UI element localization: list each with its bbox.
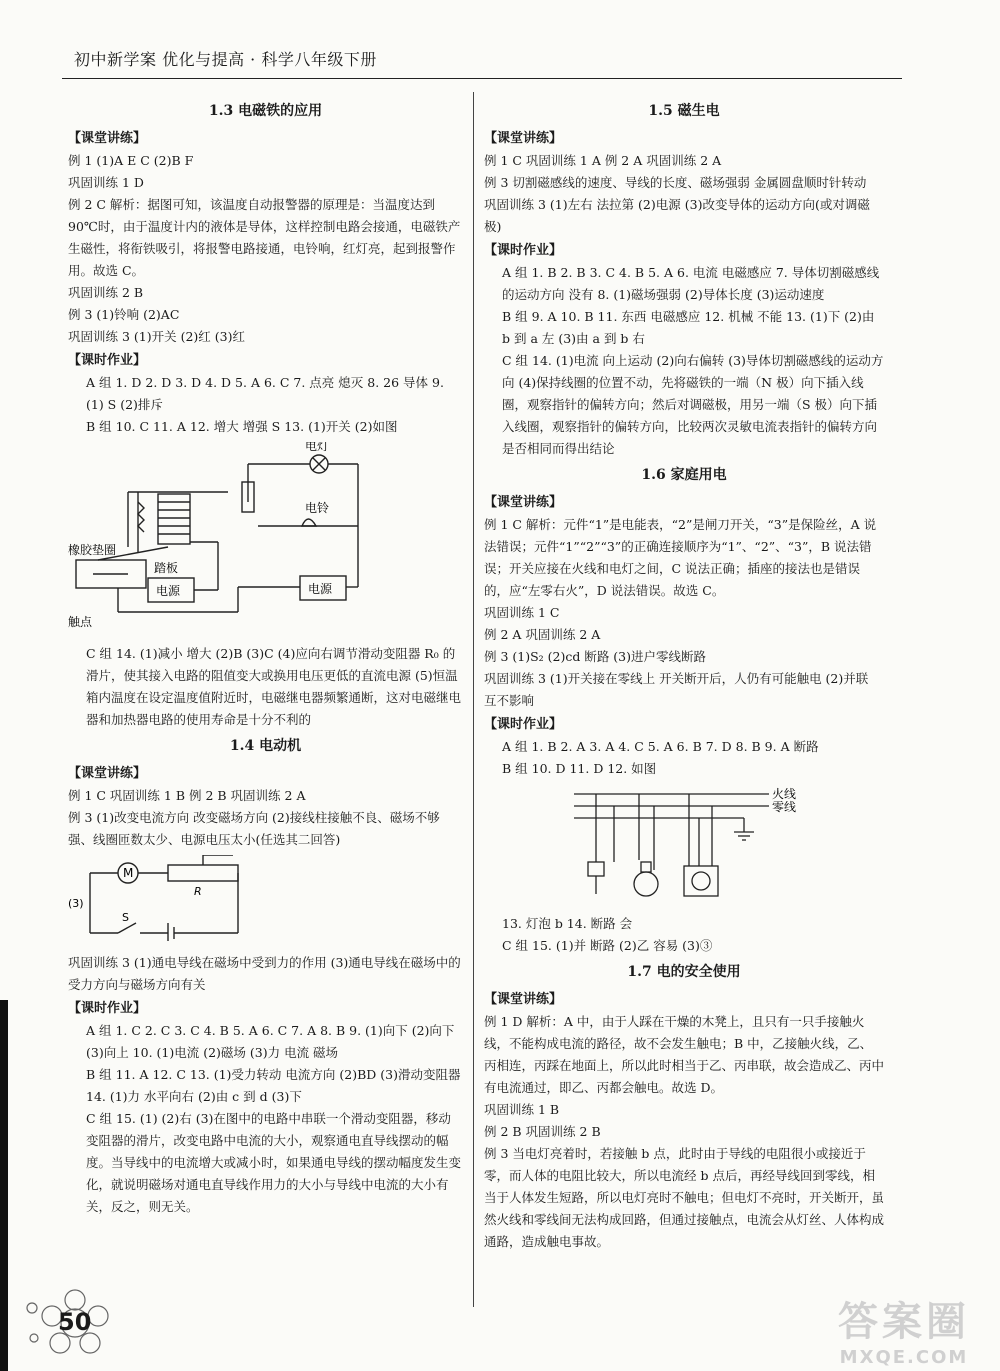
answer-line: 例 2 B 巩固训练 2 B bbox=[484, 1124, 601, 1139]
answer-line: 例 2 A 巩固训练 2 A bbox=[484, 627, 601, 642]
label-power-1: 电源 bbox=[156, 584, 181, 598]
answer-line: C 组 14. (1)减小 增大 (2)B (3)C (4)应向右调节滑动变阻器 R₀ 的滑片，使其接入电路的阻值变大或换用电压更低的直流电源 (5)恒温箱内温度在设定温度值附近时，电磁继电器频繁通断，这对电磁继电器和加热器电路的使用寿命是十分不利的 bbox=[86, 646, 462, 727]
label-power-2: 电源 bbox=[308, 582, 333, 596]
answer-line: 巩固训练 1 B bbox=[484, 1102, 560, 1117]
page-number: 50 bbox=[58, 1308, 92, 1336]
section-tag: 【课堂讲练】 bbox=[484, 495, 563, 510]
answer-line: 例 1 C 巩固训练 1 B 例 2 B 巩固训练 2 A bbox=[68, 788, 306, 803]
watermark-url: MXQE.COM bbox=[839, 1347, 969, 1368]
answer-line: B 组 10. D 11. D 12. 如图 bbox=[502, 761, 657, 776]
page-header: 初中新学案 优化与提高 · 科学八年级下册 bbox=[74, 50, 377, 69]
answer-line: 例 3 (1)S₂ (2)cd 断路 (3)进户零线断路 bbox=[484, 649, 707, 664]
answer-line: 巩固训练 2 B bbox=[68, 285, 144, 300]
binding-edge bbox=[0, 1000, 8, 1371]
answer-line: C 组 14. (1)电流 向上运动 (2)向右偏转 (3)导体切割磁感线的运动方向 (4)保持线圈的位置不动，先将磁铁的一端（N 极）向下插入线圈，观察指针的偏转方向；然后对调磁极，用另一端（S 极）向下插入线圈，观察指针的偏转方向，比较两次灵敏电流表指针的偏转方向是否相同而得出结论 bbox=[502, 353, 884, 456]
section-tag: 【课堂讲练】 bbox=[484, 131, 563, 146]
motor-circuit-figure bbox=[68, 855, 463, 941]
section-tag: 【课堂讲练】 bbox=[68, 131, 147, 146]
header-rule bbox=[62, 78, 902, 79]
answer-line: 例 2 C 解析：据图可知，该温度自动报警器的原理是：当温度达到 90℃时，由于温度计内的液体是导体，这样控制电路会接通，电磁铁产生磁性，将衔铁吸引，将报警电路接通，电铃响，红灯亮，起到报警作用。故选 C。 bbox=[68, 197, 461, 278]
right-column bbox=[484, 96, 884, 1253]
label-neutral-wire: 零线 bbox=[772, 800, 797, 814]
label-resistor: R bbox=[194, 885, 202, 898]
answer-line: 13. 灯泡 b 14. 断路 会 bbox=[502, 916, 633, 931]
section-title-1-5: 1.5 磁生电 bbox=[648, 103, 720, 119]
answer-line: C 组 15. (1)并 断路 (2)乙 容易 (3)③ bbox=[502, 938, 713, 953]
answer-line: 例 1 (1)A E C (2)B F bbox=[68, 153, 194, 168]
answer-line: 巩固训练 3 (1)开关接在零线上 开关断开后，人仍有可能触电 (2)并联 互不影响 bbox=[484, 671, 869, 708]
label-live-wire: 火线 bbox=[772, 787, 797, 801]
answer-line: 例 3 (1)改变电流方向 改变磁场方向 (2)接线柱接触不良、磁场不够强、线圈匝数太少、电源电压太小(任选其二回答) bbox=[68, 810, 440, 847]
answer-line: 巩固训练 3 (1)开关 (2)红 (3)红 bbox=[68, 329, 245, 344]
label-part-3: (3) bbox=[68, 897, 84, 910]
left-column bbox=[68, 96, 463, 1218]
label-lamp: 电灯 bbox=[305, 442, 330, 453]
answer-line: A 组 1. D 2. D 3. D 4. D 5. A 6. C 7. 点亮 熄灭 8. 26 导体 9. (1) S (2)排斥 bbox=[86, 375, 444, 412]
label-pedal: 踏板 bbox=[154, 561, 179, 575]
watermark bbox=[838, 1290, 970, 1368]
answer-line: A 组 1. C 2. C 3. C 4. B 5. A 6. C 7. A 8. B 9. (1)向下 (2)向下 (3)向上 10. (1)电流 (2)磁场 (3)力 电流 磁场 bbox=[86, 1023, 455, 1060]
label-contact: 触点 bbox=[68, 615, 93, 629]
section-tag: 【课时作业】 bbox=[68, 1001, 147, 1016]
label-motor: M bbox=[123, 866, 134, 880]
section-tag: 【课时作业】 bbox=[484, 243, 563, 258]
answer-line: B 组 9. A 10. B 11. 东西 电磁感应 12. 机械 不能 13. (1)下 (2)由 b 到 a 左 (3)由 a 到 b 右 bbox=[502, 309, 875, 346]
answer-line: 巩固训练 3 (1)通电导线在磁场中受到力的作用 (3)通电导线在磁场中的受力方向与磁场方向有关 bbox=[68, 955, 461, 992]
section-title-1-7: 1.7 电的安全使用 bbox=[627, 964, 741, 980]
answer-line: B 组 10. C 11. A 12. 增大 增强 S 13. (1)开关 (2)如图 bbox=[86, 419, 398, 434]
section-tag: 【课时作业】 bbox=[68, 353, 147, 368]
answer-line: 例 3 切割磁感线的速度、导线的长度、磁场强弱 金属圆盘顺时针转动 bbox=[484, 175, 867, 190]
answer-line: 例 3 (1)铃响 (2)AC bbox=[68, 307, 180, 322]
answer-line: 例 1 C 巩固训练 1 A 例 2 A 巩固训练 2 A bbox=[484, 153, 722, 168]
label-bell: 电铃 bbox=[305, 501, 330, 515]
section-tag: 【课时作业】 bbox=[484, 717, 563, 732]
section-tag: 【课堂讲练】 bbox=[68, 766, 147, 781]
answer-line: 例 3 当电灯亮着时，若接触 b 点，此时由于导线的电阻很小或接近于零，而人体的电阻比较大，所以电流经 b 点后，再经导线回到零线，相当于人体发生短路，所以电灯亮时不触电；但电灯不亮时，开关断开，虽然火线和零线间无法构成回路，但通过接触点，电流会从灯丝、人体构成通路，造成触电事故。 bbox=[484, 1146, 885, 1249]
answer-line: A 组 1. B 2. A 3. A 4. C 5. A 6. B 7. D 8. B 9. A 断路 bbox=[502, 739, 819, 754]
column-divider bbox=[473, 92, 474, 1307]
watermark-logo: 答案圈 bbox=[838, 1299, 970, 1345]
answer-line: 巩固训练 3 (1)左右 法拉第 (2)电源 (3)改变导体的运动方向(或对调磁极) bbox=[484, 197, 870, 234]
answer-line: 例 1 D 解析：A 中，由于人踩在干燥的木凳上，且只有一只手接触火线，不能构成电流的路径，故不会发生触电；B 中，乙接触火线，乙、丙相连，丙踩在地面上，所以此时相当于乙、丙串联，故会造成乙、丙中有电流通过，即乙、丙都会触电。故选 D。 bbox=[484, 1014, 885, 1095]
section-title-1-6: 1.6 家庭用电 bbox=[641, 467, 727, 483]
label-switch: S bbox=[122, 911, 129, 924]
relay-circuit-figure bbox=[68, 442, 463, 632]
answer-line: B 组 11. A 12. C 13. (1)受力转动 电流方向 (2)BD (3)滑动变阻器 14. (1)力 水平向右 (2)由 c 到 d (3)下 bbox=[86, 1067, 461, 1104]
household-wiring-figure bbox=[484, 784, 884, 902]
section-title-1-3: 1.3 电磁铁的应用 bbox=[208, 103, 323, 119]
section-tag: 【课堂讲练】 bbox=[484, 992, 563, 1007]
label-rubber: 橡胶垫圈 bbox=[68, 543, 117, 557]
answer-line: 例 1 C 解析：元件“1”是电能表，“2”是闸刀开关，“3”是保险丝，A 说法错误；元件“1”“2”“3”的正确连接顺序为“1”、“2”、“3”，B 说法错误；开关应接在火线和电灯之间，C 说法正确；插座的接法也是错误的，应“左零右火”，D 说法错误。故选 C。 bbox=[484, 517, 877, 598]
answer-line: C 组 15. (1) (2)右 (3)在图中的电路中串联一个滑动变阻器，移动变阻器的滑片，改变电路中电流的大小，观察通电直导线摆动的幅度。当导线中的电流增大或减小时，如果通电导线的摆动幅度发生变化，就说明磁场对通电直导线作用力的大小与导线中电流的大小有关，反之，则无关。 bbox=[86, 1111, 462, 1214]
section-title-1-4: 1.4 电动机 bbox=[229, 738, 302, 754]
answer-line: 巩固训练 1 D bbox=[68, 175, 144, 190]
answer-line: 巩固训练 1 C bbox=[484, 605, 560, 620]
answer-line: A 组 1. B 2. B 3. C 4. B 5. A 6. 电流 电磁感应 7. 导体切割磁感线的运动方向 没有 8. (1)磁场强弱 (2)导体长度 (3)运动速度 bbox=[502, 265, 880, 302]
